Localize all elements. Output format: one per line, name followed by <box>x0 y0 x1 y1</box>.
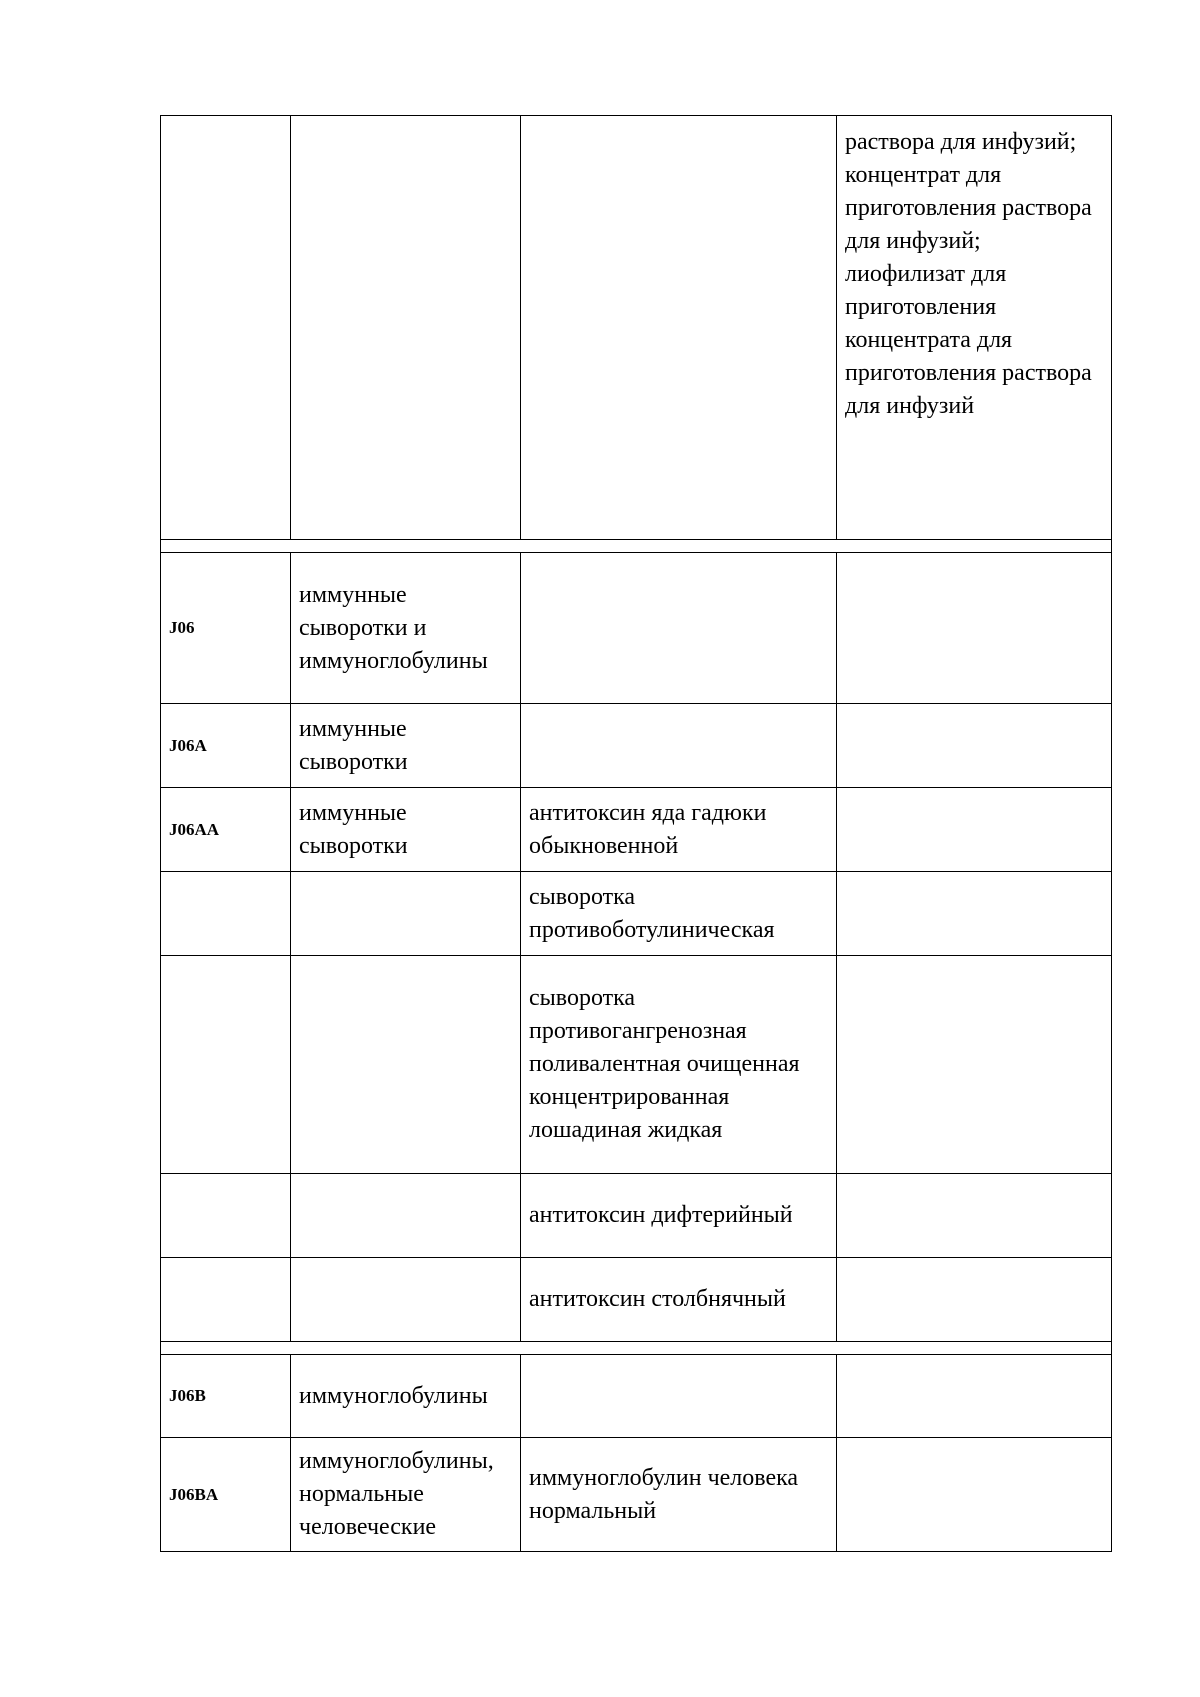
group-cell <box>291 1174 521 1258</box>
atc-code-cell <box>161 1258 291 1342</box>
dosage-form-cell <box>837 1174 1112 1258</box>
group-cell: иммунные сыворотки <box>291 704 521 788</box>
atc-code-cell <box>161 1174 291 1258</box>
group-cell: иммунные сыворотки <box>291 788 521 872</box>
group-cell <box>291 872 521 956</box>
drug-table-container <box>160 115 1111 1552</box>
drug-cell <box>521 116 837 540</box>
table-row <box>161 116 1112 540</box>
section-separator <box>161 1342 1112 1355</box>
atc-code-cell <box>161 116 291 540</box>
table-row <box>161 1258 1112 1342</box>
group-cell: иммуноглобулины <box>291 1355 521 1438</box>
atc-code-cell: J06A <box>161 704 291 788</box>
group-cell <box>291 1258 521 1342</box>
dosage-form-cell <box>837 788 1112 872</box>
separator-cell <box>161 540 1112 553</box>
drug-cell: сыворотка противоботулиническая <box>521 872 837 956</box>
table-row <box>161 553 1112 704</box>
table-row <box>161 1438 1112 1552</box>
section-separator <box>161 540 1112 553</box>
dosage-form-cell <box>837 1438 1112 1552</box>
dosage-form-cell <box>837 956 1112 1174</box>
drug-cell: антитоксин столбнячный <box>521 1258 837 1342</box>
drug-cell <box>521 704 837 788</box>
group-cell: иммунные сыворотки и иммуноглобулины <box>291 553 521 704</box>
atc-code-cell <box>161 872 291 956</box>
dosage-form-cell <box>837 872 1112 956</box>
atc-code-cell <box>161 956 291 1174</box>
drug-cell <box>521 553 837 704</box>
atc-code-cell: J06B <box>161 1355 291 1438</box>
dosage-form-cell <box>837 553 1112 704</box>
drug-cell: сыворотка противогангренозная поливалентная очищенная концентрированная лошадиная жидкая <box>521 956 837 1174</box>
atc-code-cell: J06BA <box>161 1438 291 1552</box>
table-row <box>161 956 1112 1174</box>
group-cell: иммуноглобулины, нормальные человеческие <box>291 1438 521 1552</box>
dosage-form-cell <box>837 1355 1112 1438</box>
dosage-form-cell: раствора для инфузий; концентрат для приготовления раствора для инфузий; лиофилизат для приготовления концентрата для приготовления раствора для инфузий <box>837 116 1112 540</box>
drug-cell: иммуноглобулин человека нормальный <box>521 1438 837 1552</box>
group-cell <box>291 956 521 1174</box>
dosage-form-cell <box>837 1258 1112 1342</box>
atc-code-cell: J06AA <box>161 788 291 872</box>
drug-cell <box>521 1355 837 1438</box>
table-row <box>161 788 1112 872</box>
table-row <box>161 1174 1112 1258</box>
drug-table <box>160 115 1112 1552</box>
atc-code-cell: J06 <box>161 553 291 704</box>
table-row <box>161 1355 1112 1438</box>
drug-cell: антитоксин яда гадюки обыкновенной <box>521 788 837 872</box>
table-row <box>161 704 1112 788</box>
separator-cell <box>161 1342 1112 1355</box>
table-row <box>161 872 1112 956</box>
dosage-form-cell <box>837 704 1112 788</box>
group-cell <box>291 116 521 540</box>
drug-cell: антитоксин дифтерийный <box>521 1174 837 1258</box>
